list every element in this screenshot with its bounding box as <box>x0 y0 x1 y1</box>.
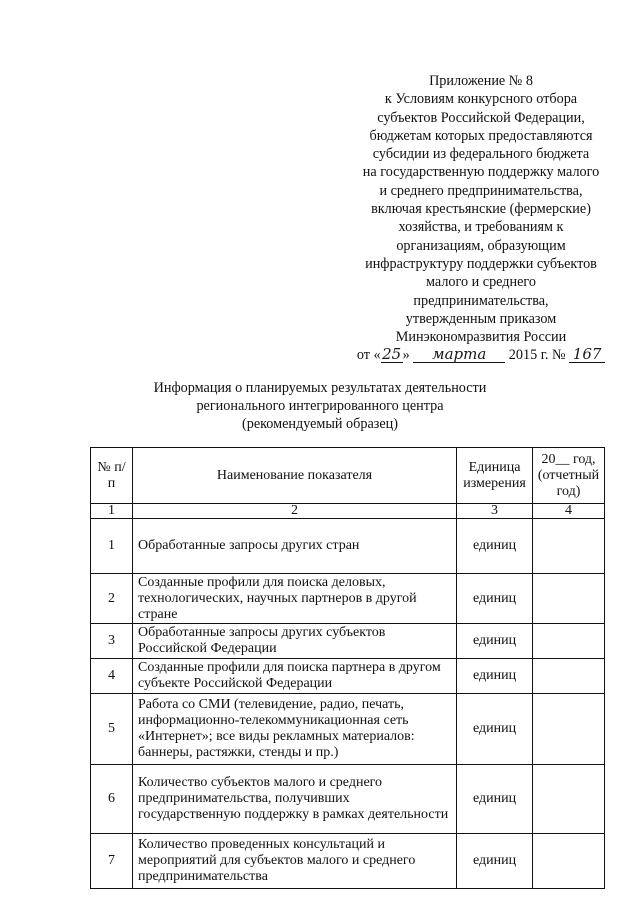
table-row <box>91 574 605 624</box>
table-row <box>91 519 605 574</box>
unit-cell: единиц <box>457 624 533 659</box>
date-prefix: от « <box>356 347 381 364</box>
date-day: 25 <box>382 345 402 364</box>
row-number: 6 <box>91 765 133 834</box>
appendix-line: Минэкономразвития России <box>395 329 567 346</box>
appendix-line: малого и среднего <box>426 274 536 291</box>
indicator-name: Созданные профили для поиска партнера в другом субъекте Российской Федерации <box>133 659 457 694</box>
appendix-line: инфраструктуру поддержки субъектов <box>365 255 597 272</box>
header-name: Наименование показателя <box>133 448 457 504</box>
appendix-line: субъектов Российской Федерации, <box>377 109 585 126</box>
table-row <box>91 694 605 765</box>
date-month: марта <box>413 347 505 363</box>
title-line: (рекомендуемый образец) <box>242 416 398 432</box>
indicator-name: Обработанные запросы других стран <box>133 519 457 574</box>
table-row <box>91 765 605 834</box>
appendix-line: на государственную поддержку малого <box>362 164 600 181</box>
title-line: регионального интегрированного центра <box>196 398 444 414</box>
appendix-line: к Условиям конкурсного отбора <box>384 91 578 108</box>
unit-cell: единиц <box>457 519 533 574</box>
appendix-line: бюджетам которых предоставляются <box>369 127 593 144</box>
column-number: 3 <box>457 504 533 519</box>
row-number: 7 <box>91 834 133 889</box>
unit-cell: единиц <box>457 834 533 889</box>
order-number: 167 <box>569 347 605 363</box>
order-date-line <box>336 346 626 364</box>
table-row <box>91 659 605 694</box>
appendix-line: Приложение № 8 <box>429 73 533 89</box>
column-number: 1 <box>91 504 133 519</box>
header-unit: Единица измерения <box>457 448 533 504</box>
table-row <box>91 624 605 659</box>
appendix-line: включая крестьянские (фермерские) <box>371 201 591 218</box>
column-number: 4 <box>533 504 605 519</box>
appendix-line: хозяйства, и требованиям к <box>398 219 564 236</box>
appendix-header <box>336 72 626 365</box>
unit-cell: единиц <box>457 694 533 765</box>
appendix-line: предпринимательства, <box>413 292 549 309</box>
row-number: 5 <box>91 694 133 765</box>
document-title <box>80 379 560 433</box>
indicator-name: Количество субъектов малого и среднего предпринимательства, получивших государственную поддержку в рамках деятельности <box>133 765 457 834</box>
indicator-name: Созданные профили для поиска деловых, технологических, научных партнеров в другой стране <box>133 574 457 624</box>
appendix-line: организациям, образующим <box>396 237 566 254</box>
value-cell <box>533 624 605 659</box>
value-cell <box>533 659 605 694</box>
column-number-row <box>91 504 605 519</box>
indicator-name: Обработанные запросы других субъектов Российской Федерации <box>133 624 457 659</box>
value-cell <box>533 765 605 834</box>
indicator-name: Работа со СМИ (телевидение, радио, печать, информационно-телекоммуникационная сеть «Интернет»; все виды рекламных материалов: баннеры, растяжки, стенды и пр.) <box>133 694 457 765</box>
unit-cell: единиц <box>457 765 533 834</box>
value-cell <box>533 834 605 889</box>
value-cell <box>533 574 605 624</box>
date-mid: » <box>402 347 410 364</box>
value-cell <box>533 694 605 765</box>
unit-cell: единиц <box>457 574 533 624</box>
results-table <box>90 447 605 889</box>
header-num: № п/п <box>91 448 133 504</box>
header-row <box>91 448 605 504</box>
appendix-line: и среднего предпринимательства, <box>379 182 583 199</box>
row-number: 3 <box>91 624 133 659</box>
unit-cell: единиц <box>457 659 533 694</box>
appendix-line: субсидии из федерального бюджета <box>372 146 590 163</box>
column-number: 2 <box>133 504 457 519</box>
indicator-name: Количество проведенных консультаций и мероприятий для субъектов малого и среднего предпринимательства <box>133 834 457 889</box>
table-row <box>91 834 605 889</box>
date-year: 2015 г. № <box>508 347 566 364</box>
row-number: 4 <box>91 659 133 694</box>
row-number: 1 <box>91 519 133 574</box>
row-number: 2 <box>91 574 133 624</box>
value-cell <box>533 519 605 574</box>
header-year: 20__ год, (отчетный год) <box>533 448 605 504</box>
title-line: Информация о планируемых результатах деятельности <box>153 380 487 396</box>
appendix-line: утвержденным приказом <box>405 310 557 327</box>
